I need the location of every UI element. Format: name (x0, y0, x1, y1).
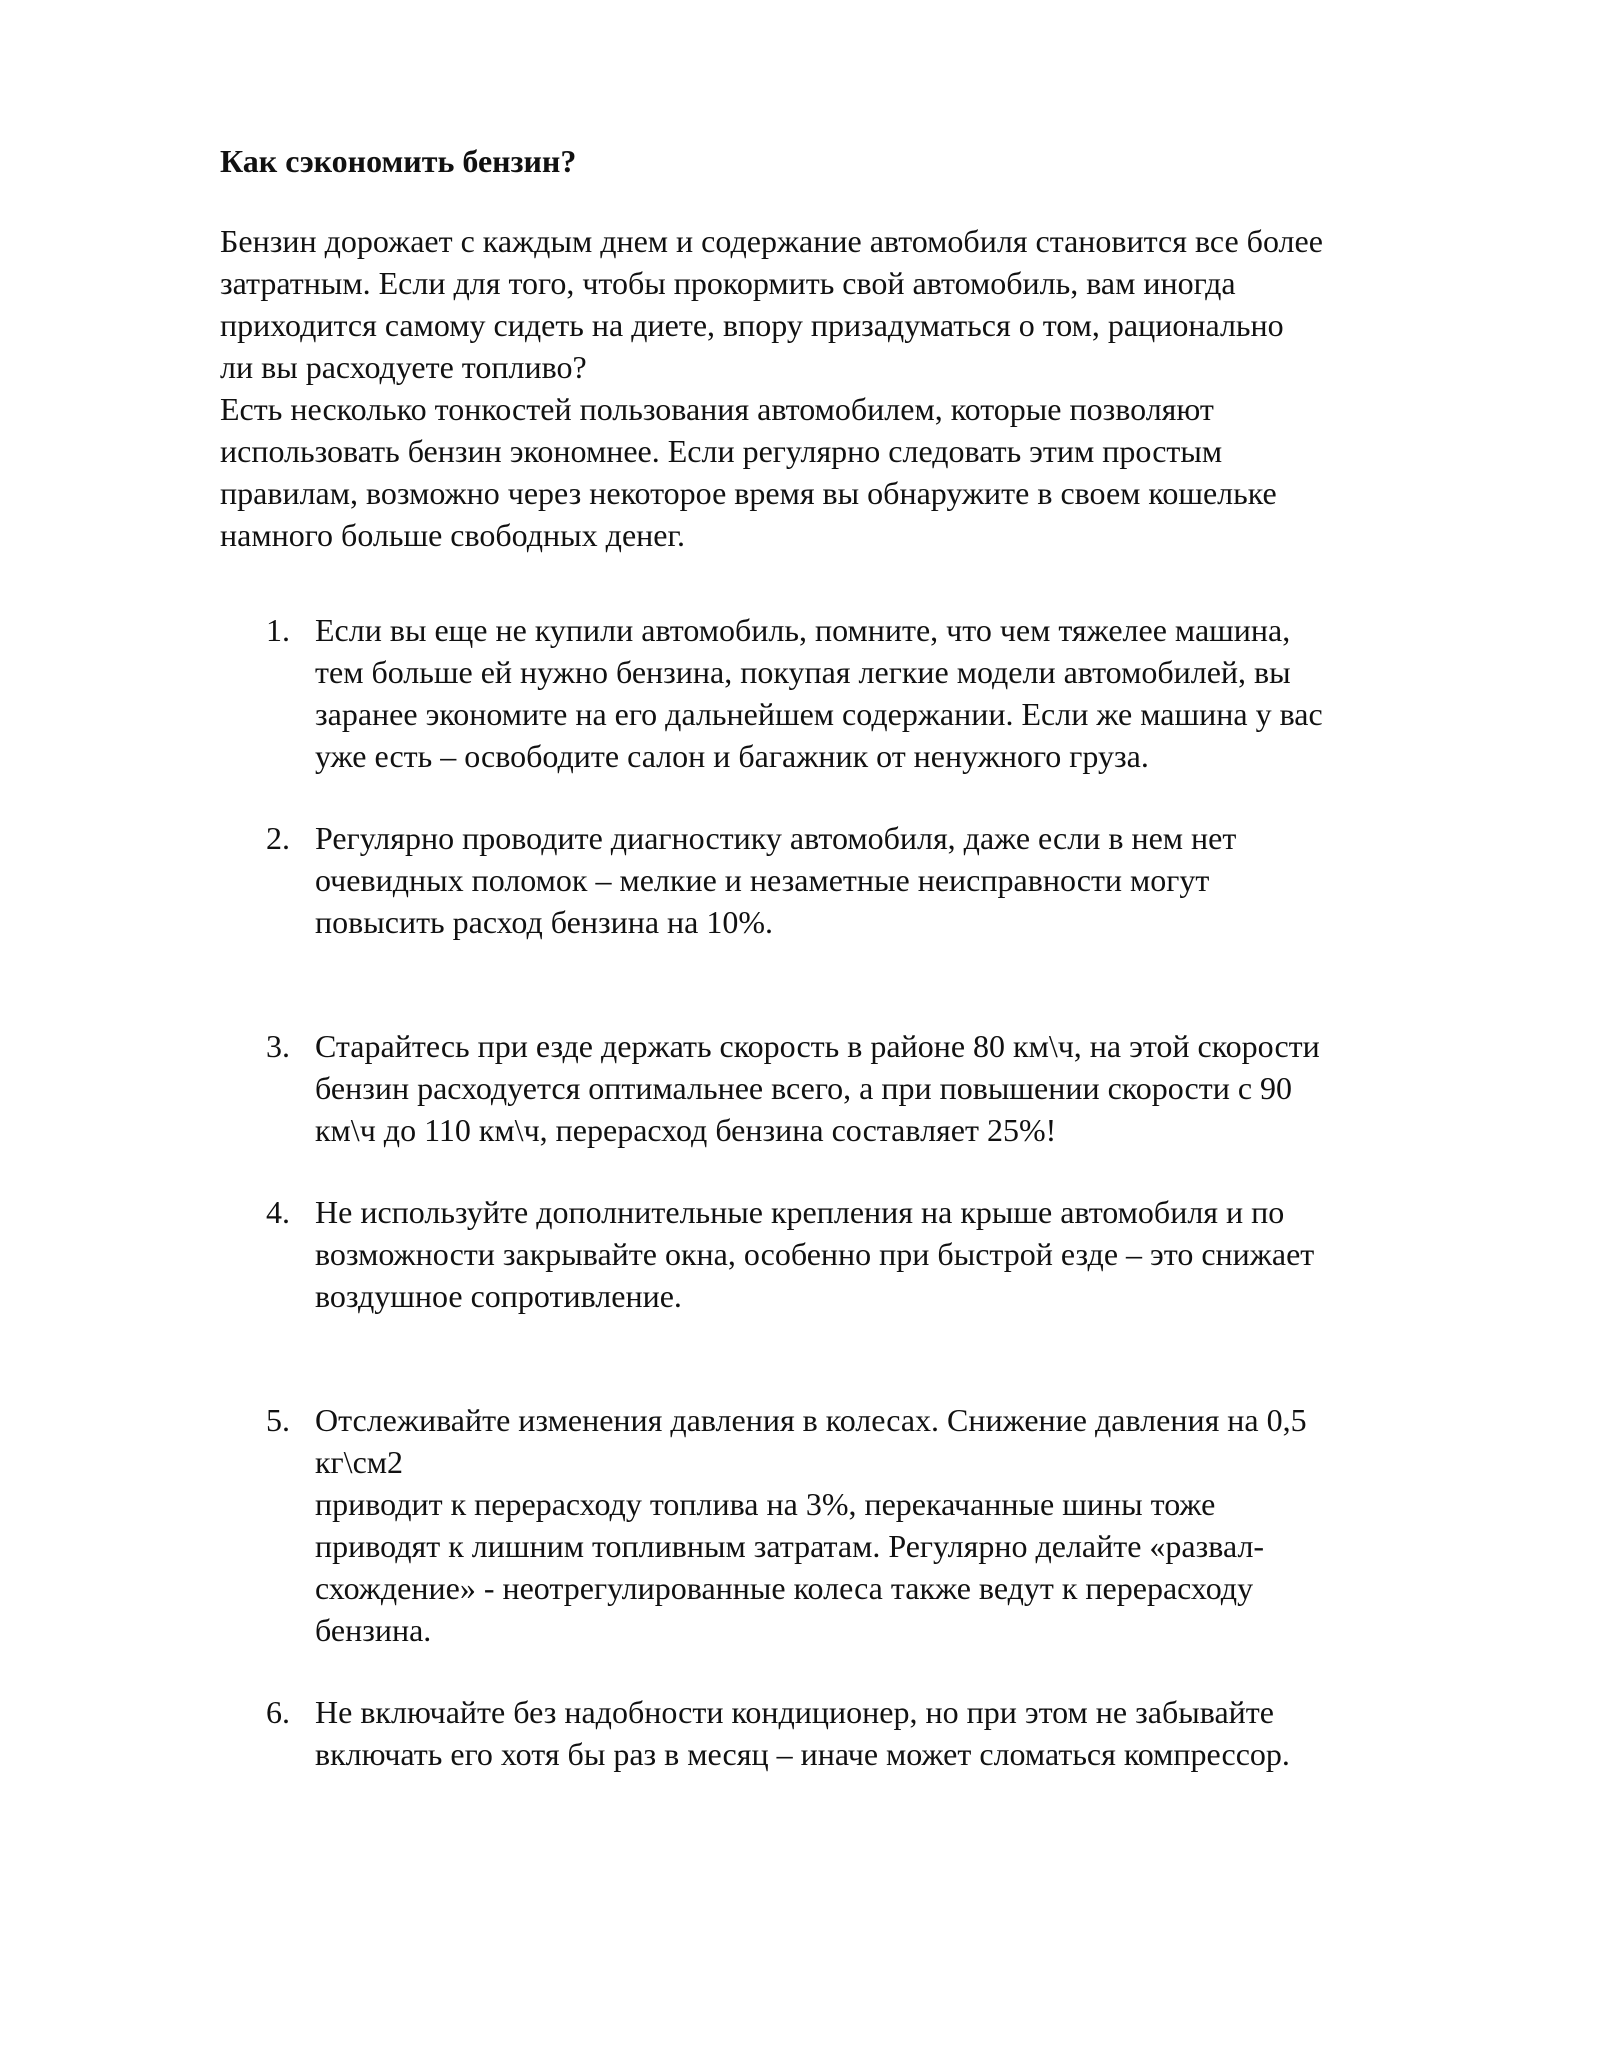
list-number: 4. (266, 1194, 290, 1230)
list-item-line: воздушное сопротивление. (315, 1278, 682, 1314)
list-number: 3. (266, 1028, 290, 1064)
list-item-line: Не включайте без надобности кондиционер, но при этом не забывайте (315, 1694, 1274, 1730)
intro-line: приходится самому сидеть на диете, впору призадуматься о том, рационально (220, 307, 1284, 343)
list-item-line: кг\см2 (315, 1444, 404, 1480)
list-item-line: схождение» - неотрегулированные колеса также ведут к перерасходу (315, 1570, 1254, 1606)
list-item-line: приводят к лишним топливным затратам. Регулярно делайте «развал- (315, 1528, 1265, 1564)
list-number: 6. (266, 1694, 290, 1730)
list-item-line: Не используйте дополнительные крепления на крыше автомобиля и по (315, 1194, 1285, 1230)
list-item-line: приводит к перерасходу топлива на 3%, перекачанные шины тоже (315, 1486, 1216, 1522)
list-item-line: очевидных поломок – мелкие и незаметные неисправности могут (315, 862, 1210, 898)
list-item-line: Если вы еще не купили автомобиль, помните, что чем тяжелее машина, (315, 612, 1291, 648)
intro-line: Бензин дорожает с каждым днем и содержание автомобиля становится все более (220, 223, 1323, 259)
intro-line: использовать бензин экономнее. Если регулярно следовать этим простым (220, 433, 1223, 469)
list-item-5 (220, 1399, 1520, 1651)
document-title: Как сэкономить бензин? (220, 143, 577, 179)
tips-list (220, 609, 1520, 1775)
list-item-line: Регулярно проводите диагностику автомобиля, даже если в нем нет (315, 820, 1237, 856)
list-item-line: включать его хотя бы раз в месяц – иначе может сломаться компрессор. (315, 1736, 1290, 1772)
list-item-text (315, 1399, 1520, 1651)
list-item-text (315, 817, 1520, 943)
list-item-line: бензин расходуется оптимальнее всего, а при повышении скорости с 90 (315, 1070, 1293, 1106)
list-item-2 (220, 817, 1520, 943)
list-item-line: км\ч до 110 км\ч, перерасход бензина составляет 25%! (315, 1112, 1057, 1148)
list-item-line: тем больше ей нужно бензина, покупая легкие модели автомобилей, вы (315, 654, 1291, 690)
intro-paragraph (220, 220, 1520, 556)
list-number: 2. (266, 820, 290, 856)
intro-line: Есть несколько тонкостей пользования автомобилем, которые позволяют (220, 391, 1214, 427)
list-item-1 (220, 609, 1520, 777)
document-page (220, 140, 1520, 1775)
list-item-3 (220, 1025, 1520, 1151)
intro-line: намного больше свободных денег. (220, 517, 685, 553)
list-number: 5. (266, 1402, 290, 1438)
list-item-line: Отслеживайте изменения давления в колесах. Снижение давления на 0,5 (315, 1402, 1307, 1438)
list-item-text (315, 1691, 1520, 1775)
list-item-text (315, 1191, 1520, 1317)
list-item-line: заранее экономите на его дальнейшем содержании. Если же машина у вас (315, 696, 1323, 732)
list-item-text (315, 609, 1520, 777)
list-item-6 (220, 1691, 1520, 1775)
list-item-line: повысить расход бензина на 10%. (315, 904, 774, 940)
list-item-line: Старайтесь при езде держать скорость в районе 80 км\ч, на этой скорости (315, 1028, 1320, 1064)
list-item-line: возможности закрывайте окна, особенно при быстрой езде – это снижает (315, 1236, 1315, 1272)
list-item-line: уже есть – освободите салон и багажник от ненужного груза. (315, 738, 1149, 774)
intro-line: затратным. Если для того, чтобы прокормить свой автомобиль, вам иногда (220, 265, 1236, 301)
intro-line: ли вы расходуете топливо? (220, 349, 587, 385)
list-item-line: бензина. (315, 1612, 432, 1648)
list-item-4 (220, 1191, 1520, 1317)
list-item-text (315, 1025, 1520, 1151)
intro-line: правилам, возможно через некоторое время вы обнаружите в своем кошельке (220, 475, 1277, 511)
list-number: 1. (266, 612, 290, 648)
